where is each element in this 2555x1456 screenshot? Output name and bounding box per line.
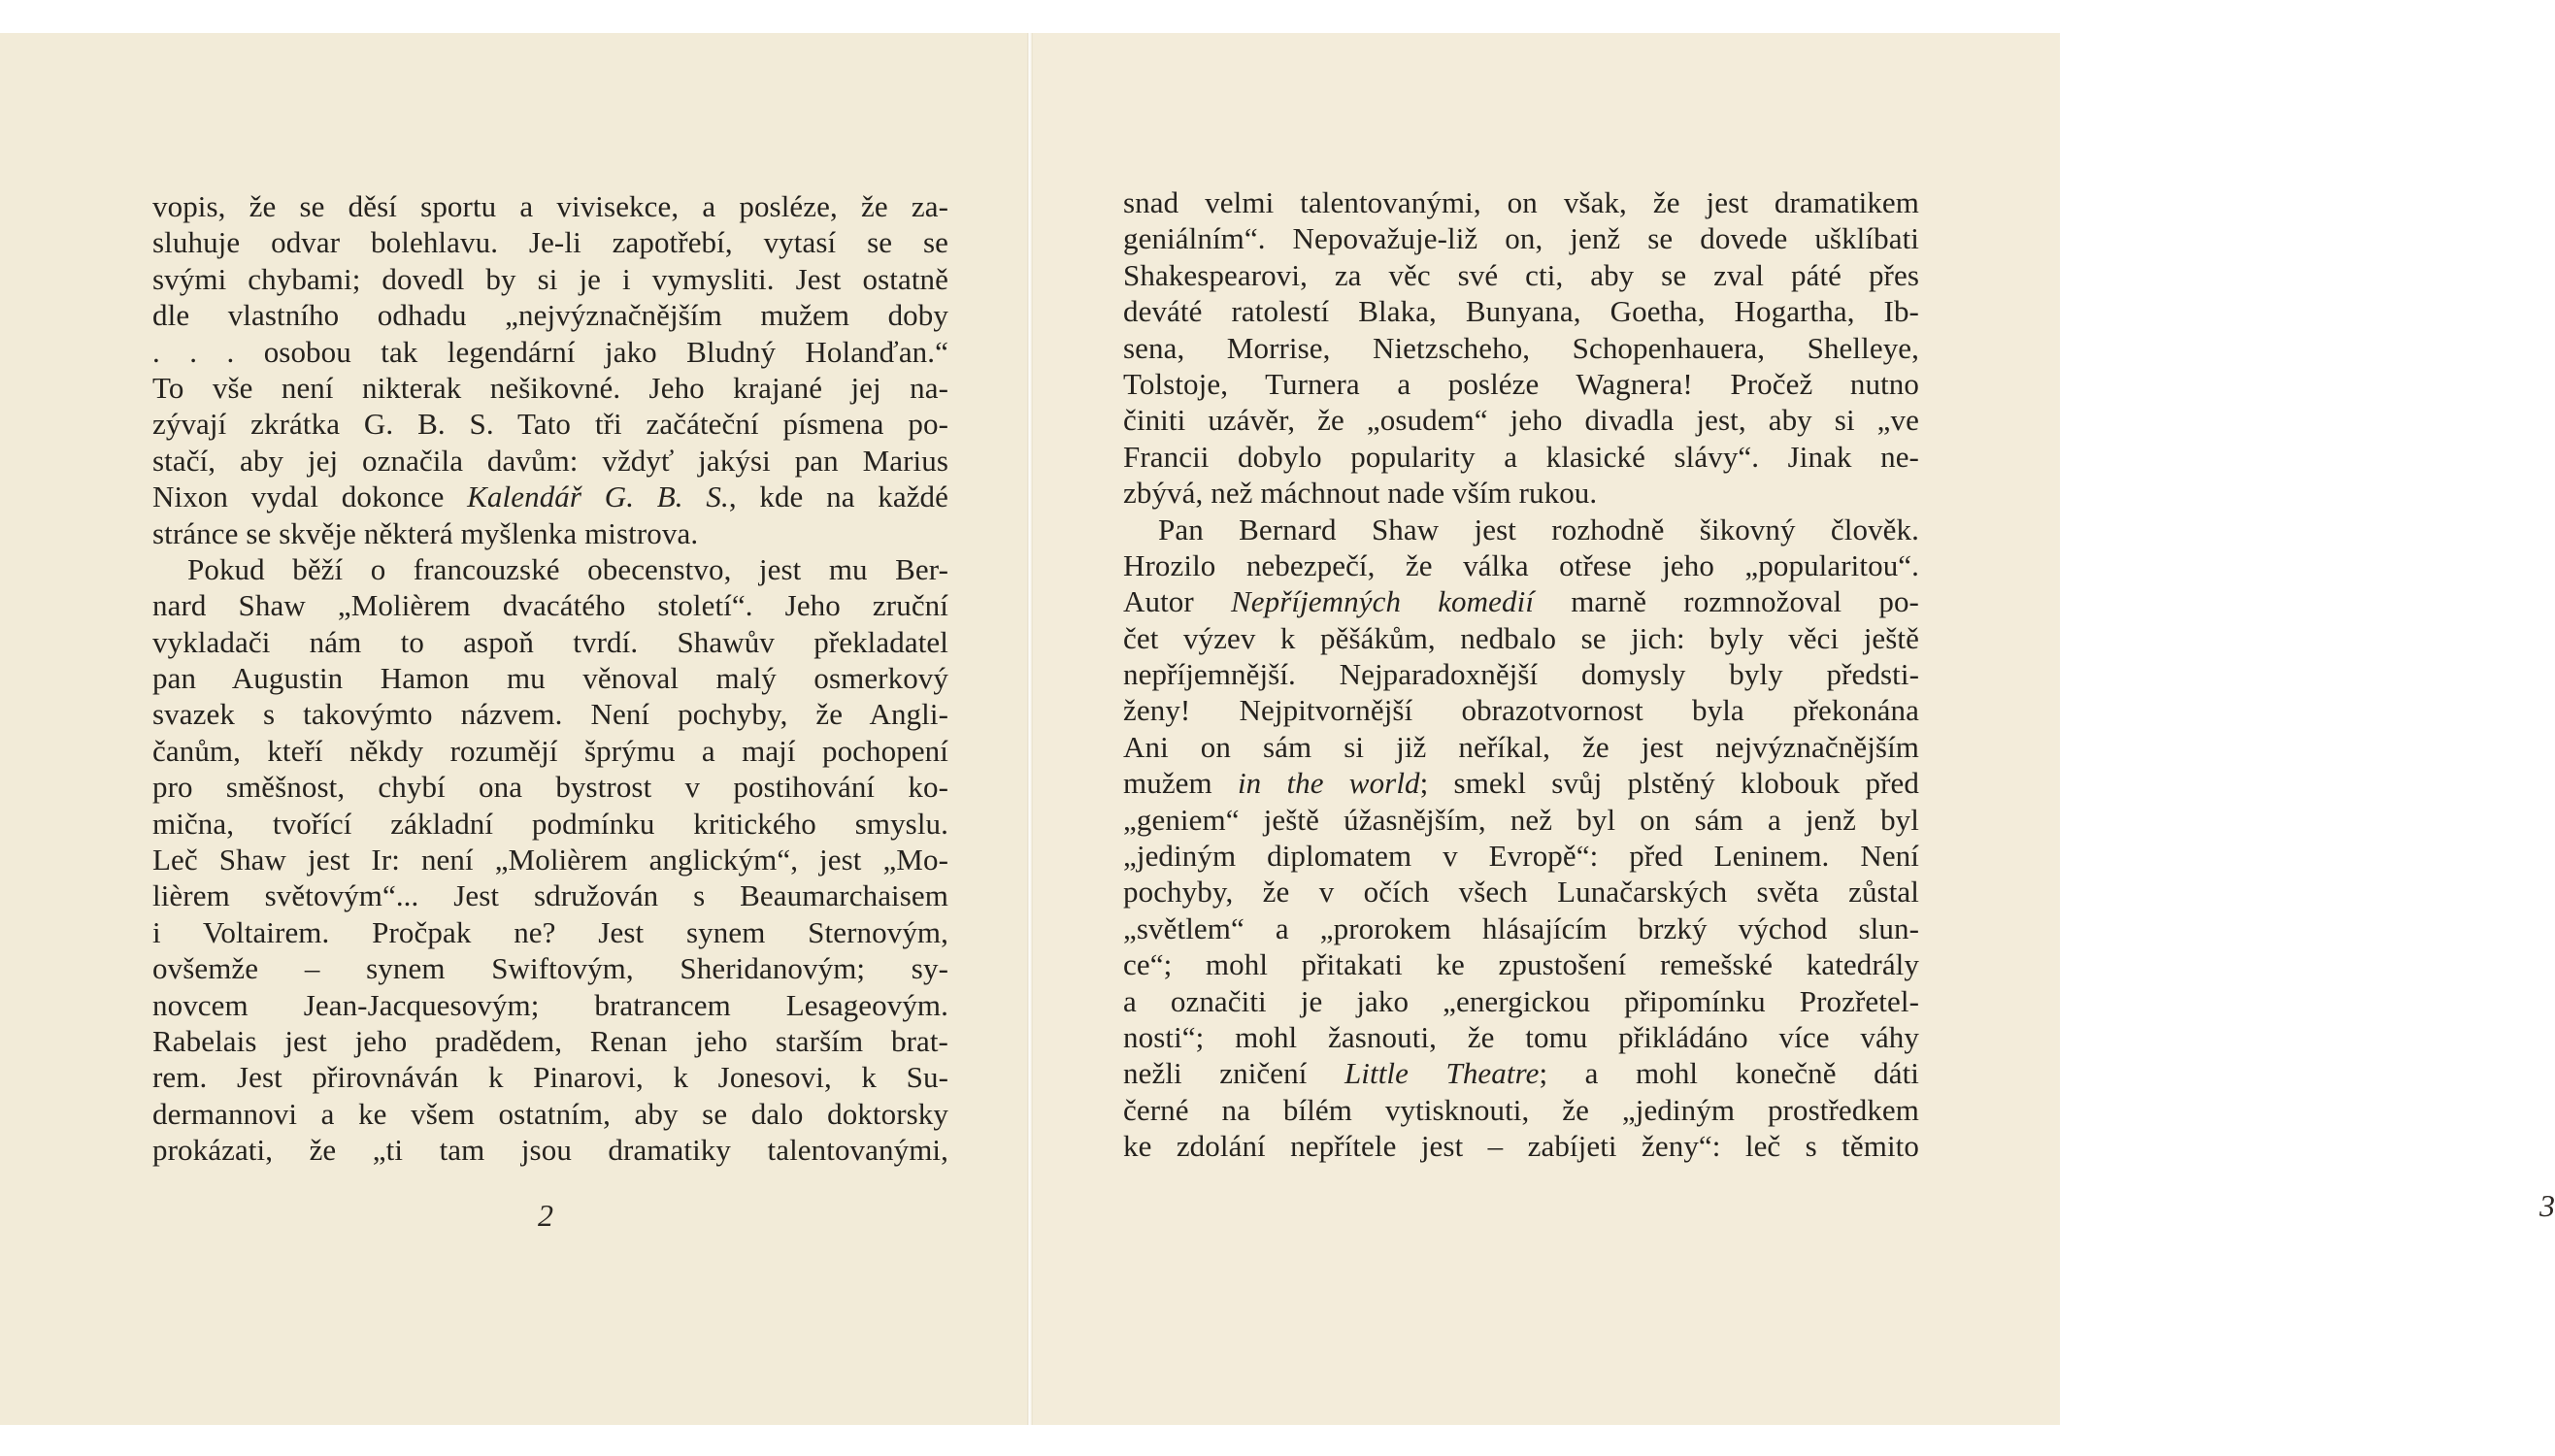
text-line: sluhuje odvar bolehlavu. Je-li zapotřebí, vytasí se se [152, 225, 948, 260]
text-fragment: marně rozmnožoval po- [1534, 584, 1919, 619]
text-line: „jediným diplomatem v Evropě“: před Leninem. Není [1123, 839, 1919, 874]
text-line: Shakespearovi, za věc své cti, aby se zval páté přes [1123, 257, 1919, 292]
text-line: svými chybami; dovedl by si je i vymysliti. Jest ostatně [152, 261, 948, 296]
text-line: Pokud běží o francouzské obecenstvo, jest mu Ber- [187, 551, 948, 586]
text-line: ke zdolání nepřítele jest – zabíjeti ženy“: leč s těmito [1123, 1129, 1919, 1164]
text-fragment: ; smekl svůj plstěný klobouk před [1419, 766, 1919, 801]
text-line: „světlem“ a „prorokem hlásajícím brzký východ slun- [1123, 910, 1919, 945]
text-line: Ani on sám si již neříkal, že jest nejvýznačnějším [1123, 729, 1919, 764]
text-line: dermannovi a ke všem ostatním, aby se dalo doktorsky [152, 1096, 948, 1131]
text-line: svazek s takovýmto názvem. Není pochyby, že Angli- [152, 697, 948, 732]
text-line: dle vlastního odhadu „nejvýznačnějším mužem doby [152, 298, 948, 333]
page-number: 2 [538, 1198, 553, 1233]
italic-title: Nepříjemných komedií [1230, 584, 1535, 619]
text-line: pro směšnost, chybí ona bystrost v postihování ko- [152, 770, 948, 805]
text-line: To vše není nikterak nešikovné. Jeho krajané jej na- [152, 370, 948, 405]
text-line: . . . osobou tak legendární jako Bludný Holanďan.“ [152, 334, 948, 369]
text-line: mična, tvořící základní podmínku kritického smyslu. [152, 806, 948, 841]
text-line [1123, 1055, 1919, 1091]
text-line: novcem Jean-Jacquesovým; bratrancem Lesageovým. [152, 987, 948, 1022]
left-page-text [152, 188, 948, 1169]
page-number: 3 [2539, 1188, 2555, 1223]
text-line: činiti uzávěr, že „osudem“ jeho divadla jest, aby si „ve [1123, 403, 1919, 438]
text-line: pan Augustin Hamon mu věnoval malý osmerkový [152, 661, 948, 696]
text-line: zývají zkrátka G. B. S. Tato tři začáteční písmena po- [152, 407, 948, 442]
text-line: čanům, kteří někdy rozumějí šprýmu a mají pochopení [152, 733, 948, 768]
text-line: Pan Bernard Shaw jest rozhodně šikovný člověk. [1158, 512, 1919, 546]
text-line: prokázati, že „ti tam jsou dramatiky talentovanými, [152, 1133, 948, 1168]
italic-phrase: in the world [1237, 766, 1420, 801]
text-line: pochyby, že v očích všech Lunačarských světa zůstal [1123, 875, 1919, 910]
text-fragment: , kde na každé [728, 480, 949, 514]
right-page-text [1123, 184, 1919, 1165]
text-line: vykladači nám to aspoň tvrdí. Shawův překladatel [152, 624, 948, 659]
right-page [1033, 33, 2555, 1425]
text-line: lièrem světovým“... Jest sdružován s Beaumarchaisem [152, 878, 948, 913]
text-fragment: Autor [1123, 584, 1231, 619]
text-line: ce“; mohl přitakati ke zpustošení remešské katedrály [1123, 947, 1919, 982]
text-line: nard Shaw „Molièrem dvacátého století“. Jeho zruční [152, 588, 948, 623]
italic-title: Kalendář G. B. S. [467, 480, 729, 514]
text-line: snad velmi talentovanými, on však, že jest dramatikem [1123, 185, 1919, 219]
text-line: a označiti je jako „energickou připomínku Prozřetel- [1123, 983, 1919, 1018]
text-line: stránce se skvěje některá myšlenka mistrova. [152, 515, 699, 550]
text-fragment: Nixon vydal dokonce [152, 480, 468, 514]
text-line: sena, Morrise, Nietzscheho, Schopenhauera, Shelleye, [1123, 330, 1919, 365]
text-line: ovšemže – synem Swiftovým, Sheridanovým; sy- [152, 951, 948, 986]
text-line: Hrozilo nebezpečí, že válka otřese jeho „popularitou“. [1123, 547, 1919, 582]
text-fragment: nežli zničení [1123, 1056, 1344, 1091]
left-page [0, 33, 1027, 1425]
text-line: nepříjemnější. Nejparadoxnější domysly byly předsti- [1123, 657, 1919, 692]
text-line [1123, 765, 1919, 801]
text-line: Francii dobylo popularity a klasické slávy“. Jinak ne- [1123, 439, 1919, 474]
text-line: stačí, aby jej označila davům: vždyť jakýsi pan Marius [152, 443, 948, 478]
text-line: deváté ratolestí Blaka, Bunyana, Goetha, Hogartha, Ib- [1123, 294, 1919, 329]
text-line: čet výzev k pěšákům, nedbalo se jich: byly věci ještě [1123, 620, 1919, 655]
text-line: Rabelais jest jeho pradědem, Renan jeho starším brat- [152, 1023, 948, 1058]
text-line: rem. Jest přirovnáván k Pinarovi, k Jonesovi, k Su- [152, 1060, 948, 1095]
text-fragment: ; a mohl konečně dáti [1539, 1056, 1919, 1091]
text-line: černé na bílém vytisknouti, že „jediným prostředkem [1123, 1092, 1919, 1127]
text-fragment: mužem [1123, 766, 1238, 801]
text-line: Tolstoje, Turnera a posléze Wagnera! Pročež nutno [1123, 366, 1919, 401]
text-line [1123, 583, 1919, 619]
italic-title: Little Theatre [1344, 1056, 1540, 1091]
text-line: Leč Shaw jest Ir: není „Molièrem anglickým“, jest „Mo- [152, 843, 948, 877]
text-line: ženy! Nejpitvornější obrazotvornost byla překonána [1123, 693, 1919, 728]
text-line: nosti“; mohl žasnouti, že tomu přikládáno více váhy [1123, 1019, 1919, 1054]
text-line: i Voltairem. Pročpak ne? Jest synem Sternovým, [152, 914, 948, 949]
text-line: „geniem“ ještě úžasnějším, než byl on sám a jenž byl [1123, 802, 1919, 837]
text-line: zbývá, než máchnout nade vším rukou. [1123, 476, 1598, 511]
text-line: vopis, že se děsí sportu a vivisekce, a posléze, že za- [152, 189, 948, 223]
text-line [152, 479, 948, 514]
text-line: geniálním“. Nepovažuje-liž on, jenž se dovede ušklíbati [1123, 221, 1919, 256]
